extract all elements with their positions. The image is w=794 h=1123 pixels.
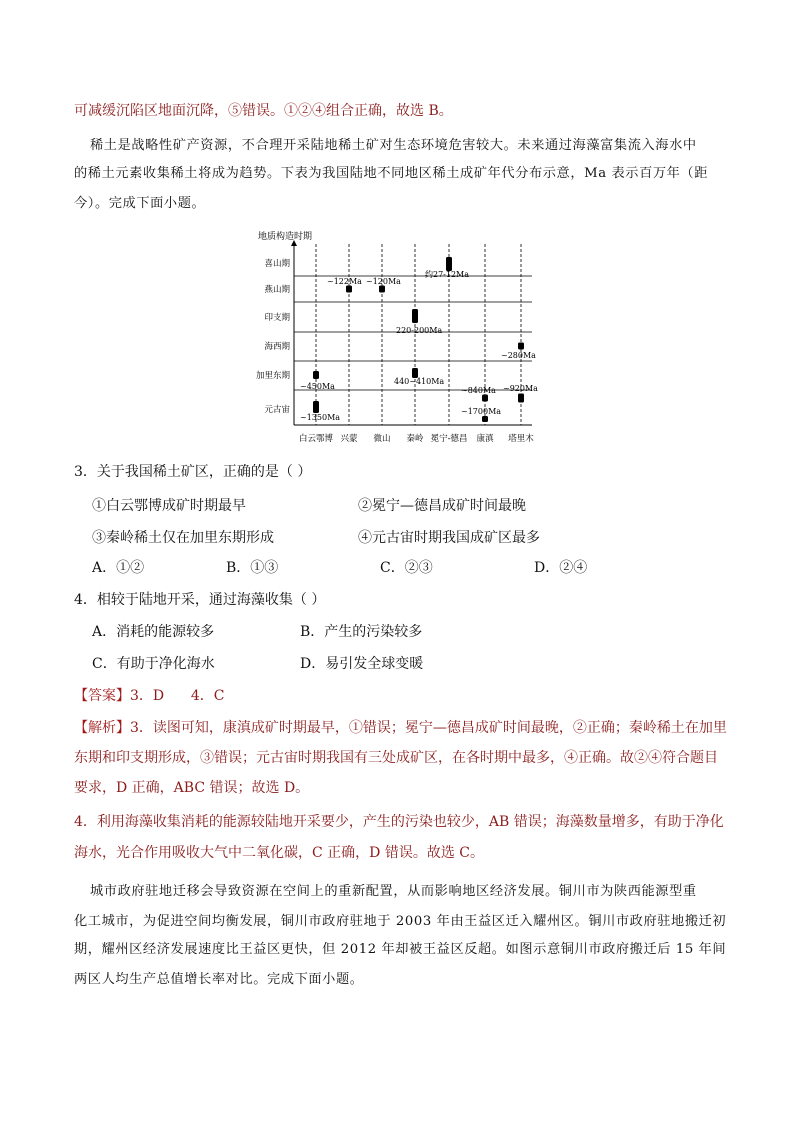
- chart-mark: [412, 309, 418, 323]
- chart-mark: [313, 401, 319, 413]
- q3-option-c: C．②③: [380, 560, 433, 576]
- answer-tag: 【答案】: [74, 688, 130, 704]
- q3-stem: 3．关于我国稀土矿区，正确的是（ ）: [74, 464, 312, 480]
- chart-period-label: 海西期: [264, 342, 290, 352]
- passage1-line-3: 今）。完成下面小题。: [74, 196, 206, 211]
- q3-opt1: ①白云鄂博成矿时期最早: [92, 498, 246, 514]
- analysis-line-5: 海水，光合作用吸收大气中二氧化碳，C 正确，D 错误。故选 C。: [74, 845, 484, 861]
- chart-region-label: 塔里木: [508, 434, 534, 444]
- chart-period-label: 燕山期: [264, 285, 290, 295]
- chart-mark-label: ~1350Ma: [300, 413, 341, 422]
- chart-mark-label: ~840Ma: [461, 386, 496, 395]
- answer-text: 3．D 4．C: [130, 688, 225, 704]
- chart-ylabel: 地质构造时期: [258, 232, 313, 242]
- rare-earth-chart: [250, 222, 550, 450]
- chart-mark-label: ~122Ma: [327, 277, 362, 286]
- chart-mark: [482, 416, 488, 422]
- chart-region-label: 白云鄂博: [298, 434, 334, 444]
- q3-option-b: B．①③: [226, 560, 279, 576]
- analysis-text-1: 3．读图可知，康滇成矿时期最早，①错误；冕宁—德昌成矿时间最晚，②正确；秦岭稀土在加里: [130, 720, 727, 736]
- answer-line: [74, 686, 724, 706]
- chart-mark-label: ~450Ma: [300, 382, 335, 391]
- chart-mark: [518, 394, 524, 403]
- chart-mark: [446, 257, 452, 271]
- q4-option-d: D．易引发全球变暖: [300, 656, 424, 672]
- analysis-line-2: 东期和印支期形成，③错误；元古宙时期我国有三处成矿区，在各时期中最多，④正确。故②④符合题目: [74, 750, 718, 766]
- chart-region-label: 康滇: [476, 434, 494, 444]
- q3-option-d: D．②④: [534, 560, 588, 576]
- chart-mark-label: ~120Ma: [366, 277, 401, 286]
- chart-mark: [346, 286, 352, 293]
- passage2-line-4: 两区人均生产总值增长率对比。完成下面小题。: [74, 972, 364, 987]
- chart-period-label: 喜山期: [264, 259, 290, 269]
- q3-opt4: ④元古宙时期我国成矿区最多: [358, 530, 540, 546]
- passage1-line-2: 的稀土元素收集稀土将成为趋势。下表为我国陆地不同地区稀土成矿年代分布示意，Ma 表示百万年（距: [74, 166, 709, 181]
- chart-period-label: 元古宙: [264, 405, 290, 415]
- analysis-line-3: 要求，D 正确，ABC 错误；故选 D。: [74, 780, 310, 796]
- analysis-line-1: [74, 718, 727, 738]
- intro-line: 可减缓沉陷区地面沉降，⑤错误。①②④组合正确，故选 B。: [74, 103, 453, 119]
- chart-period-label: 印支期: [264, 313, 290, 323]
- q3-opt2: ②冕宁—德昌成矿时间最晚: [358, 498, 526, 514]
- chart-region-label: 微山: [373, 434, 391, 444]
- chart-mark: [313, 371, 319, 379]
- q3-opt3: ③秦岭稀土仅在加里东期形成: [92, 530, 274, 546]
- chart-mark-label: ~1700Ma: [461, 407, 502, 416]
- q4-option-c: C．有助于净化海水: [92, 656, 215, 672]
- passage2-line-1: 城市政府驻地迁移会导致资源在空间上的重新配置，从而影响地区经济发展。铜川市为陕西能源型重: [90, 884, 697, 899]
- chart-mark-label: 220-200Ma: [396, 326, 443, 335]
- chart-mark: [379, 286, 385, 293]
- chart-mark-label: ~920Ma: [503, 384, 538, 393]
- chart-mark: [518, 343, 524, 350]
- analysis-tag: 【解析】: [74, 720, 130, 736]
- analysis-line-4: 4．利用海藻收集消耗的能源较陆地开采要少，产生的污染也较少，AB 错误；海藻数量增多，有助于净化: [74, 814, 724, 830]
- chart-mark: [482, 395, 488, 402]
- chart-region-label: 秦岭: [406, 434, 424, 444]
- passage1-line-1: 稀土是战略性矿产资源，不合理开采陆地稀土矿对生态环境危害较大。未来通过海藻富集流入海水中: [90, 138, 697, 153]
- q4-option-a: A．消耗的能源较多: [92, 624, 215, 640]
- q4-option-b: B．产生的污染较多: [300, 624, 423, 640]
- chart-region-label: 冕宁-德昌: [430, 434, 468, 444]
- chart-mark-label: 440~410Ma: [394, 377, 445, 386]
- chart-mark-label: ~280Ma: [501, 351, 536, 360]
- q4-stem: 4．相较于陆地开采，通过海藻收集（ ）: [74, 592, 326, 608]
- chart-mark-label: 约27-12Ma: [425, 270, 470, 279]
- q3-option-a: A．①②: [92, 560, 145, 576]
- passage2-line-3: 期，耀州区经济发展速度比王益区更快，但 2012 年却被王益区反超。如图示意铜川市政府搬迁后 15 年间: [74, 942, 727, 957]
- passage2-line-2: 化工城市，为促进空间均衡发展，铜川市政府驻地于 2003 年由王益区迁入耀州区。铜川市政府驻地搬迁初: [74, 914, 727, 929]
- chart-region-label: 兴蒙: [340, 434, 358, 444]
- chart-period-label: 加里东期: [255, 371, 290, 381]
